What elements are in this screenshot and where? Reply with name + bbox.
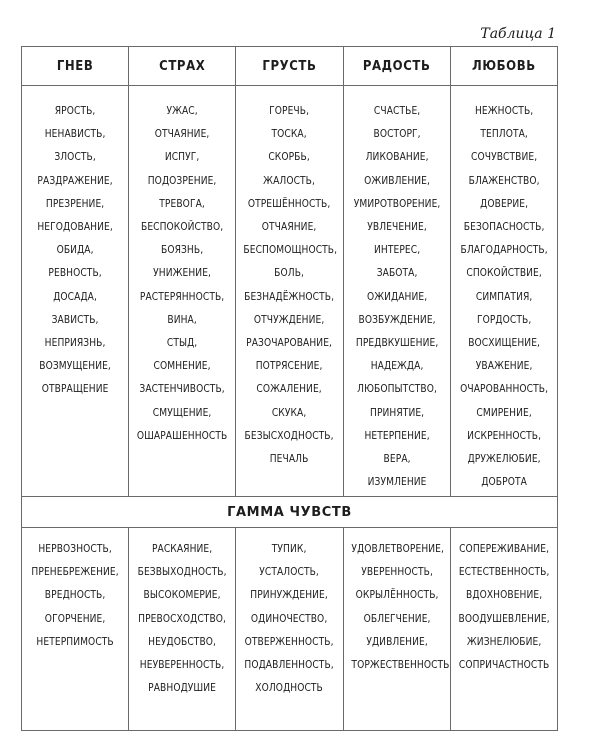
- emotion-word: ЗАСТЕНЧИВОСТЬ,: [139, 383, 225, 396]
- emotion-word: УСТАЛОСТЬ,: [259, 566, 320, 579]
- emotion-word: ТЕПЛОТА,: [480, 128, 528, 141]
- column-joy: [343, 86, 450, 497]
- column-love: [450, 86, 557, 497]
- header-love: ЛЮБОВЬ: [450, 47, 557, 86]
- gamma-title-row: [22, 497, 558, 528]
- emotion-word: ОТРЕШЁННОСТЬ,: [248, 197, 331, 210]
- table-caption: Таблица 1: [480, 26, 556, 42]
- emotion-word: ИНТЕРЕС,: [373, 244, 420, 257]
- emotion-word: БЕЗНАДЁЖНОСТЬ,: [244, 290, 335, 303]
- emotion-word: СИМПАТИЯ,: [475, 290, 533, 303]
- emotion-word: ПОДОЗРЕНИЕ,: [147, 174, 217, 187]
- emotion-word: ОТЧАЯНИЕ,: [154, 128, 210, 141]
- emotion-word: УВАЖЕНИЕ,: [475, 360, 533, 373]
- emotion-word: РЕВНОСТЬ,: [48, 267, 102, 280]
- emotion-word: ЖИЗНЕЛЮБИЕ,: [466, 635, 542, 648]
- word-list: [129, 528, 235, 700]
- emotion-word: БОЛЬ,: [274, 267, 305, 280]
- word-list: [129, 86, 235, 448]
- emotion-word: ЗАВИСТЬ,: [51, 313, 99, 326]
- emotion-word: ПРИНУЖДЕНИЕ,: [250, 589, 329, 602]
- word-list: [451, 528, 557, 677]
- gamma-column-anger: [22, 528, 129, 731]
- emotion-word: ПОДАВЛЕННОСТЬ,: [244, 659, 335, 672]
- emotion-word: БЕЗВЫХОДНОСТЬ,: [137, 566, 227, 579]
- emotion-word: УМИРОТВОРЕНИЕ,: [353, 197, 440, 210]
- emotion-word: ВОЗМУЩЕНИЕ,: [39, 360, 111, 373]
- emotion-word: ВОСХИЩЕНИЕ,: [467, 337, 540, 350]
- emotion-word: БОЯЗНЬ,: [161, 244, 204, 257]
- emotion-word: УВЛЕЧЕНИЕ,: [366, 221, 427, 234]
- gamma-words-row: [22, 528, 558, 731]
- emotion-word: ТОРЖЕСТВЕННОСТЬ: [350, 659, 450, 672]
- emotion-word: УДОВЛЕТВОРЕНИЕ,: [350, 543, 444, 555]
- emotion-word: ОЖИВЛЕНИЕ,: [363, 174, 430, 187]
- emotion-word: ОЖИДАНИЕ,: [366, 290, 427, 303]
- gamma-column-fear: [129, 528, 236, 731]
- emotion-word: ОБИДА,: [56, 244, 94, 257]
- emotion-word: ПРЕЗРЕНИЕ,: [45, 197, 105, 210]
- emotion-word: ПОТРЯСЕНИЕ,: [256, 360, 323, 373]
- header-anger: ГНЕВ: [22, 47, 129, 86]
- emotion-word: ЛИКОВАНИЕ,: [365, 151, 429, 164]
- emotion-word: БЕСПОМОЩНОСТЬ,: [243, 244, 338, 257]
- emotion-word: БЕЗЫСХОДНОСТЬ,: [244, 429, 335, 442]
- emotion-word: СОЧУВСТВИЕ,: [470, 151, 537, 164]
- emotion-word: НЕТЕРПЕНИЕ,: [364, 429, 430, 442]
- emotion-word: ТУПИК,: [272, 543, 307, 555]
- emotion-word: НЕЖНОСТЬ,: [474, 105, 534, 117]
- emotion-word: ПРЕНЕБРЕЖЕНИЕ,: [31, 566, 119, 579]
- emotion-word: СКУКА,: [272, 406, 307, 419]
- emotion-word: ВРЕДНОСТЬ,: [44, 589, 106, 602]
- emotion-word: ТРЕВОГА,: [159, 197, 206, 210]
- emotion-word: РАСТЕРЯННОСТЬ,: [140, 290, 225, 303]
- word-list: [22, 528, 128, 654]
- emotion-word: ИСКРЕННОСТЬ,: [466, 429, 541, 442]
- emotion-word: ОТЧАЯНИЕ,: [262, 221, 317, 234]
- gamma-column-love: [450, 528, 557, 731]
- emotion-word: УДИВЛЕНИЕ,: [365, 635, 428, 648]
- emotion-word: ТОСКА,: [271, 128, 308, 141]
- column-sadness: [236, 86, 343, 497]
- gamma-title: ГАММА ЧУВСТВ: [22, 497, 558, 528]
- emotion-word: ПРЕДВКУШЕНИЕ,: [355, 337, 438, 350]
- emotion-word: ОДИНОЧЕСТВО,: [251, 612, 328, 625]
- emotion-word: ОБЛЕГЧЕНИЕ,: [363, 612, 431, 625]
- emotion-word: ИСПУГ,: [165, 151, 200, 164]
- emotion-word: НЕУВЕРЕННОСТЬ,: [139, 659, 225, 672]
- gamma-column-joy: [343, 528, 450, 731]
- header-fear: СТРАХ: [129, 47, 236, 86]
- column-anger: [22, 86, 129, 497]
- emotion-word: НЕНАВИСТЬ,: [44, 128, 106, 141]
- word-list: [22, 86, 128, 402]
- emotion-word: НАДЕЖДА,: [370, 360, 424, 373]
- emotion-word: ВОСТОРГ,: [373, 128, 421, 141]
- word-list: [344, 86, 450, 494]
- word-list: [344, 528, 450, 677]
- emotion-word: ХОЛОДНОСТЬ: [255, 682, 324, 695]
- emotion-word: СМУЩЕНИЕ,: [152, 406, 212, 419]
- gamma-column-sadness: [236, 528, 343, 731]
- emotion-word: ВЕРА,: [383, 453, 411, 466]
- emotion-word: СКОРБЬ,: [268, 151, 311, 164]
- emotion-word: НЕПРИЯЗНЬ,: [44, 337, 106, 350]
- word-list: [451, 86, 557, 494]
- emotion-word: РАЗДРАЖЕНИЕ,: [37, 174, 113, 187]
- emotion-word: БЛАЖЕНСТВО,: [468, 174, 540, 187]
- emotion-word: РАЗОЧАРОВАНИЕ,: [246, 337, 333, 350]
- emotion-word: ДОВЕРИЕ,: [479, 197, 528, 210]
- emotion-word: РАВНОДУШИЕ: [148, 682, 217, 695]
- header-joy: РАДОСТЬ: [343, 47, 450, 86]
- emotion-word: ОГОРЧЕНИЕ,: [44, 612, 106, 625]
- emotion-word: ЕСТЕСТВЕННОСТЬ,: [458, 566, 550, 579]
- emotion-word: БЛАГОДАРНОСТЬ,: [460, 244, 548, 257]
- emotion-word: ОТВРАЩЕНИЕ: [41, 383, 109, 396]
- emotion-word: СЧАСТЬЕ,: [373, 105, 420, 117]
- emotion-word: ЗЛОСТЬ,: [54, 151, 96, 164]
- emotion-word: СМИРЕНИЕ,: [476, 406, 532, 419]
- header-sadness: ГРУСТЬ: [236, 47, 343, 86]
- emotion-word: ОТЧУЖДЕНИЕ,: [254, 313, 325, 326]
- emotion-word: ВОЗБУЖДЕНИЕ,: [358, 313, 436, 326]
- emotion-word: ИЗУМЛЕНИЕ: [367, 476, 427, 489]
- emotion-word: УВЕРЕННОСТЬ,: [360, 566, 433, 579]
- emotion-word: БЕЗОПАСНОСТЬ,: [463, 221, 545, 234]
- emotion-word: ПРИНЯТИЕ,: [369, 406, 424, 419]
- header-row: [22, 47, 558, 86]
- emotion-word: СОМНЕНИЕ,: [153, 360, 211, 373]
- emotion-word: ДОСАДА,: [53, 290, 97, 303]
- word-list: [236, 86, 342, 471]
- emotion-word: РАСКАЯНИЕ,: [152, 543, 213, 555]
- emotion-word: ЯРОСТЬ,: [54, 105, 96, 117]
- emotion-word: ВООДУШЕВЛЕНИЕ,: [458, 612, 550, 625]
- emotion-word: НЕУДОБСТВО,: [148, 635, 217, 648]
- emotion-word: УНИЖЕНИЕ,: [153, 267, 212, 280]
- emotion-word: СОЖАЛЕНИЕ,: [256, 383, 323, 396]
- emotions-table: [21, 46, 558, 731]
- emotion-word: ОТВЕРЖЕННОСТЬ,: [244, 635, 334, 648]
- emotion-word: СПОКОЙСТВИЕ,: [466, 267, 542, 280]
- emotion-word: ВЫСОКОМЕРИЕ,: [143, 589, 221, 602]
- emotion-word: НЕГОДОВАНИЕ,: [37, 221, 113, 234]
- emotion-word: ВИНА,: [167, 313, 198, 326]
- emotion-word: ОЧАРОВАННОСТЬ,: [459, 383, 548, 396]
- emotion-word: ДОБРОТА: [481, 476, 527, 489]
- emotion-word: ЖАЛОСТЬ,: [263, 174, 316, 187]
- emotion-word: БЕСПОКОЙСТВО,: [141, 221, 224, 234]
- emotion-word: ЛЮБОПЫТСТВО,: [356, 383, 437, 396]
- emotion-word: СТЫД,: [167, 337, 198, 350]
- emotion-word: ГОРЕЧЬ,: [269, 105, 310, 117]
- emotion-word: ЗАБОТА,: [376, 267, 418, 280]
- emotion-word: НЕТЕРПИМОСТЬ: [36, 635, 114, 648]
- emotion-word: ПЕЧАЛЬ: [270, 453, 309, 466]
- emotion-word: СОПЕРЕЖИВАНИЕ,: [458, 543, 549, 555]
- emotion-word: ПРЕВОСХОДСТВО,: [138, 612, 227, 625]
- emotion-word: УЖАС,: [166, 105, 198, 117]
- emotion-words-row: [22, 86, 558, 497]
- emotion-word: ВДОХНОВЕНИЕ,: [465, 589, 542, 602]
- emotion-word: ГОРДОСТЬ,: [476, 313, 532, 326]
- emotion-word: ОКРЫЛЁННОСТЬ,: [355, 589, 439, 602]
- emotion-word: НЕРВОЗНОСТЬ,: [38, 543, 112, 555]
- emotion-word: ДРУЖЕЛЮБИЕ,: [467, 453, 541, 466]
- word-list: [236, 528, 342, 700]
- emotion-word: ОШАРАШЕННОСТЬ: [137, 429, 228, 442]
- column-fear: [129, 86, 236, 497]
- emotion-word: СОПРИЧАСТНОСТЬ: [458, 659, 550, 672]
